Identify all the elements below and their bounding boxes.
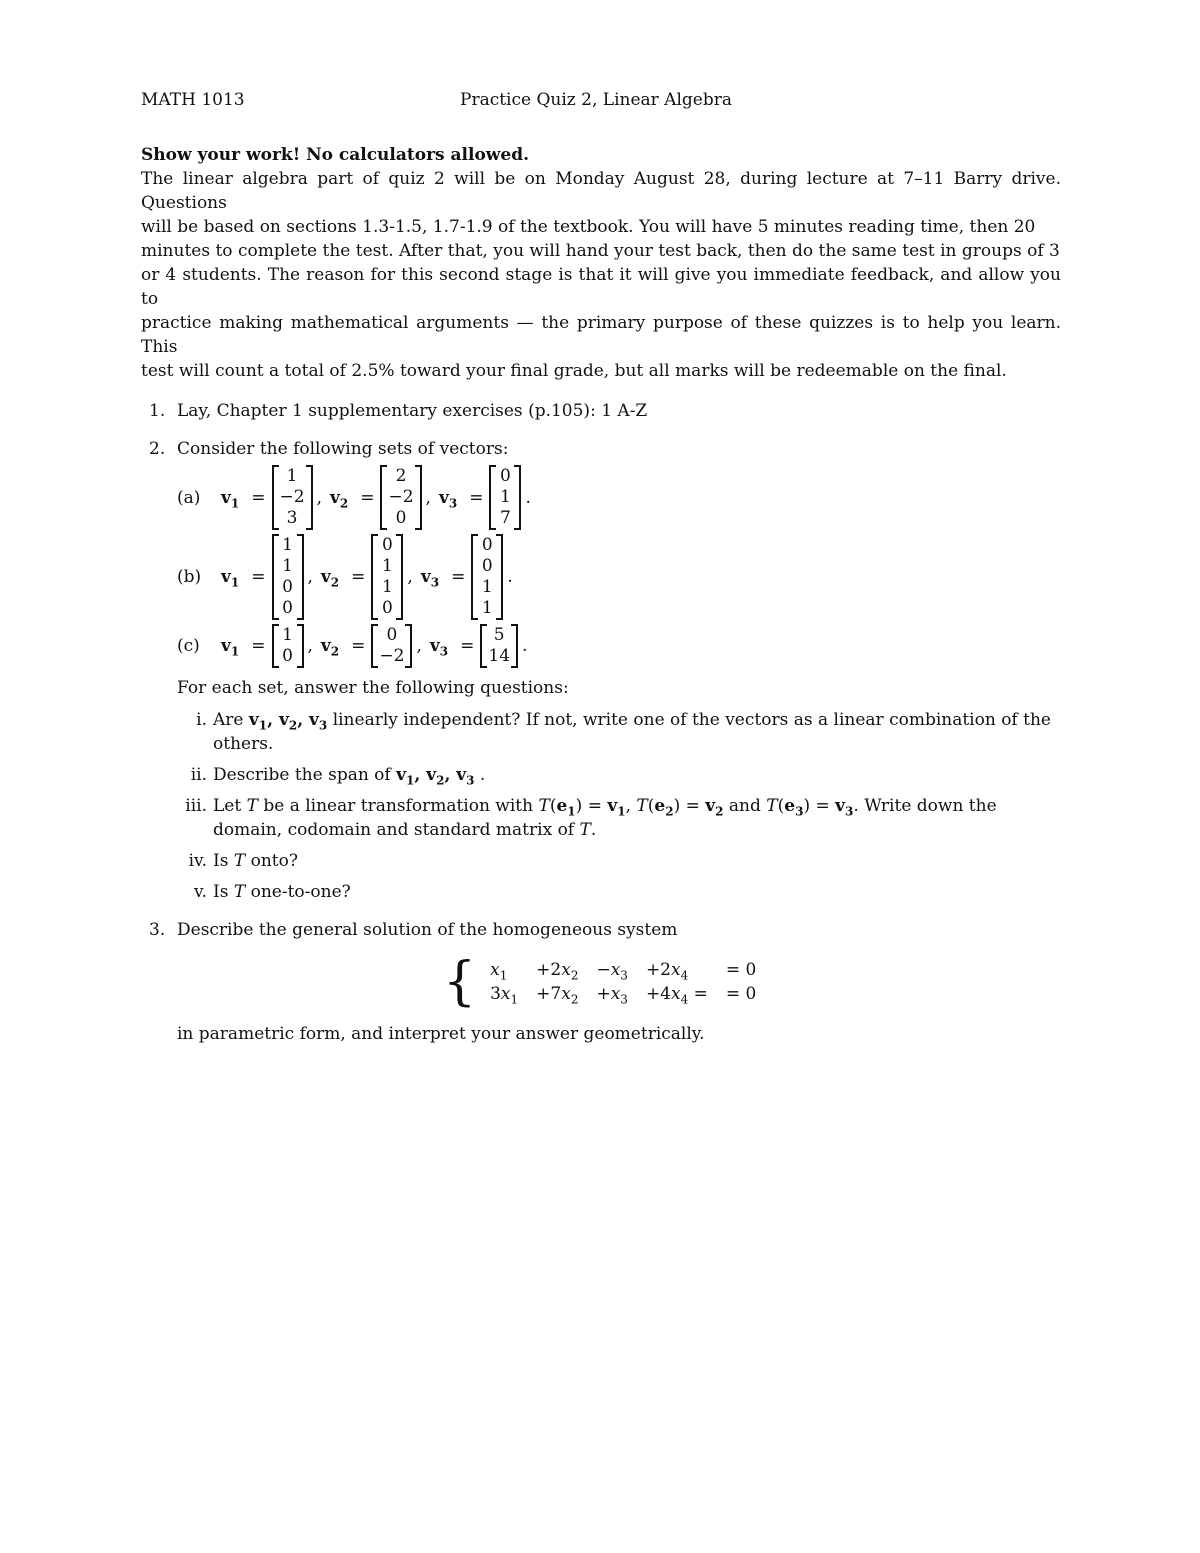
vector-entry: 14 — [488, 646, 511, 666]
equation-row: $3x_1$ $+7x_2$ $+x_3$ $+4x_4$ = = 0 — [490, 984, 757, 1007]
vector-entry: 5 — [493, 625, 505, 645]
page-header — [141, 88, 1061, 112]
vector-entry: 7 — [500, 508, 511, 528]
column-vector — [480, 624, 518, 668]
instructions-paragraph — [141, 167, 1061, 383]
question-number: 3. — [149, 920, 166, 940]
vector-entry: 1 — [381, 556, 393, 576]
column-vector — [471, 534, 503, 620]
for-each-text: For each set, answer the following questions: — [177, 678, 569, 698]
set-label: (b) — [177, 567, 202, 587]
vector-entry: 0 — [381, 535, 393, 555]
intro-line: minutes to complete the test. After that, you will hand your test back, then do the same test in groups of 3 — [141, 241, 1060, 261]
course-code: MATH 1013 — [141, 90, 245, 110]
set-label: (a) — [177, 487, 201, 508]
vector-v2: $v_2$ = 0 −2 — [317, 624, 413, 668]
vector-entry: 1 — [282, 556, 293, 576]
vector-entry: 3 — [286, 508, 298, 528]
question-2 — [141, 437, 1061, 904]
instructions-heading: Show your work! No calculators allowed. — [141, 145, 530, 165]
equation-row: $x_1$ $+2x_2$ $-x_3$ $+2x_4$ = 0 — [490, 960, 757, 983]
column-vector — [380, 465, 421, 530]
question-text: Describe the general solution of the homogeneous system — [177, 920, 678, 940]
vector-v2: $v_2$ = 2 −2 0 — [326, 465, 422, 530]
vector-v2: $v_2$ = 0 1 1 0 — [317, 534, 404, 620]
vector-entry: −2 — [379, 646, 405, 666]
sub-question-label: i. — [196, 710, 207, 730]
vector-v1: $v_1$ = 1 1 0 0 — [217, 534, 304, 620]
vector-entry: 0 — [395, 508, 407, 528]
vector-entry: 1 — [481, 577, 493, 597]
vector-entry: 0 — [282, 577, 293, 597]
vector-v1: $v_1$ = 1 0 — [217, 624, 304, 668]
main-content — [141, 143, 1061, 1060]
linear-system — [443, 952, 1061, 1012]
column-vector — [371, 534, 403, 620]
vector-entry: 0 — [481, 556, 493, 576]
vector-entry: 1 — [500, 487, 511, 507]
vector-v3: $v_3$ = 5 14 — [426, 624, 518, 668]
question-text: Lay, Chapter 1 supplementary exercises (p.105): 1 A-Z — [177, 401, 648, 421]
vector-entry: 1 — [286, 466, 298, 486]
column-vector — [272, 534, 304, 620]
vector-v1: $v_1$ = 1 −2 3 — [217, 465, 313, 530]
vector-entry: 1 — [282, 535, 293, 555]
sub-question-i: i. Are $v_1$, $v_2$, $v_3$ linearly independent? If not, write one of the vectors as a linear combination of the others. — [177, 708, 1061, 756]
question-number: 1. — [149, 401, 166, 421]
intro-line: test will count a total of 2.5% toward your final grade, but all marks will be redeemable on the final. — [141, 361, 1007, 381]
column-vector — [489, 465, 521, 530]
vector-sets — [177, 465, 1061, 668]
vector-entry: −2 — [279, 487, 305, 507]
vector-v3: $v_3$ = 0 1 7 — [435, 465, 522, 530]
sub-question-list — [177, 708, 1061, 904]
vector-entry: 0 — [481, 535, 493, 555]
sub-question-label: v. — [194, 882, 207, 902]
vector-entry: −2 — [388, 487, 414, 507]
sub-question-label: ii. — [190, 765, 207, 785]
sub-question-label: iii. — [185, 796, 207, 816]
question-text: Consider the following sets of vectors: — [177, 439, 509, 459]
vector-entry: 0 — [282, 598, 293, 618]
intro-line: will be based on sections 1.3-1.5, 1.7-1.9 of the textbook. You will have 5 minutes reading time, then 20 — [141, 217, 1036, 237]
sub-question-iv: iv. Is T onto? — [177, 849, 1061, 873]
question-3-followup: in parametric form, and interpret your answer geometrically. — [177, 1024, 705, 1044]
document-title: Practice Quiz 2, Linear Algebra — [460, 90, 732, 110]
vector-entry: 0 — [500, 466, 511, 486]
set-label: (c) — [177, 636, 200, 656]
vector-v3: $v_3$ = 0 0 1 1 — [417, 534, 504, 620]
vector-entry: 1 — [282, 625, 293, 645]
vector-set-a: (a) $v_1$ = 1 −2 3 , $v_2$ = 2 −2 0 , $v_3$ = 0 1 7 . — [177, 466, 531, 528]
question-list — [141, 399, 1061, 1046]
question-number: 2. — [149, 439, 166, 459]
sub-question-ii: ii. Describe the span of $v_1$, $v_2$, $v_3$ . — [177, 763, 1061, 787]
vector-entry: 1 — [381, 577, 393, 597]
intro-line: practice making mathematical arguments — the primary purpose of these quizzes is to help you learn. This — [141, 313, 1061, 357]
sub-question-iii: iii. Let T be a linear transformation with $T(e_1) = v_1$, $T(e_2) = v_2$ and $T(e_3) = v_3$. Write down the domain, codomain and standard matrix of T. — [177, 794, 1061, 842]
intro-line: The linear algebra part of quiz 2 will be on Monday August 28, during lecture at 7–11 Barry drive. Questions — [141, 169, 1061, 213]
vector-entry: 0 — [381, 598, 393, 618]
column-vector — [272, 465, 313, 530]
sub-question-v: v. Is T one-to-one? — [177, 880, 1061, 904]
column-vector — [371, 624, 412, 668]
system-table — [484, 958, 768, 1006]
vector-entry: 1 — [481, 598, 493, 618]
vector-set-c: (c) $v_1$ = 1 0 , $v_2$ = 0 −2 , $v_3$ = 5 14 . — [177, 625, 528, 666]
sub-question-label: iv. — [188, 851, 207, 871]
intro-line: or 4 students. The reason for this second stage is that it will give you immediate feedback, and allow you to — [141, 265, 1061, 309]
vector-set-b: (b) $v_1$ = 1 1 0 0 , $v_2$ = 0 1 1 0 , $v_3$ = 0 0 1 1 . — [177, 535, 513, 618]
vector-entry: 0 — [282, 646, 293, 666]
vector-entry: 0 — [386, 625, 398, 645]
question-3 — [141, 918, 1061, 1046]
question-1 — [141, 399, 1061, 423]
left-brace: { — [443, 952, 477, 1012]
vector-entry: 2 — [395, 466, 407, 486]
column-vector — [272, 624, 304, 668]
